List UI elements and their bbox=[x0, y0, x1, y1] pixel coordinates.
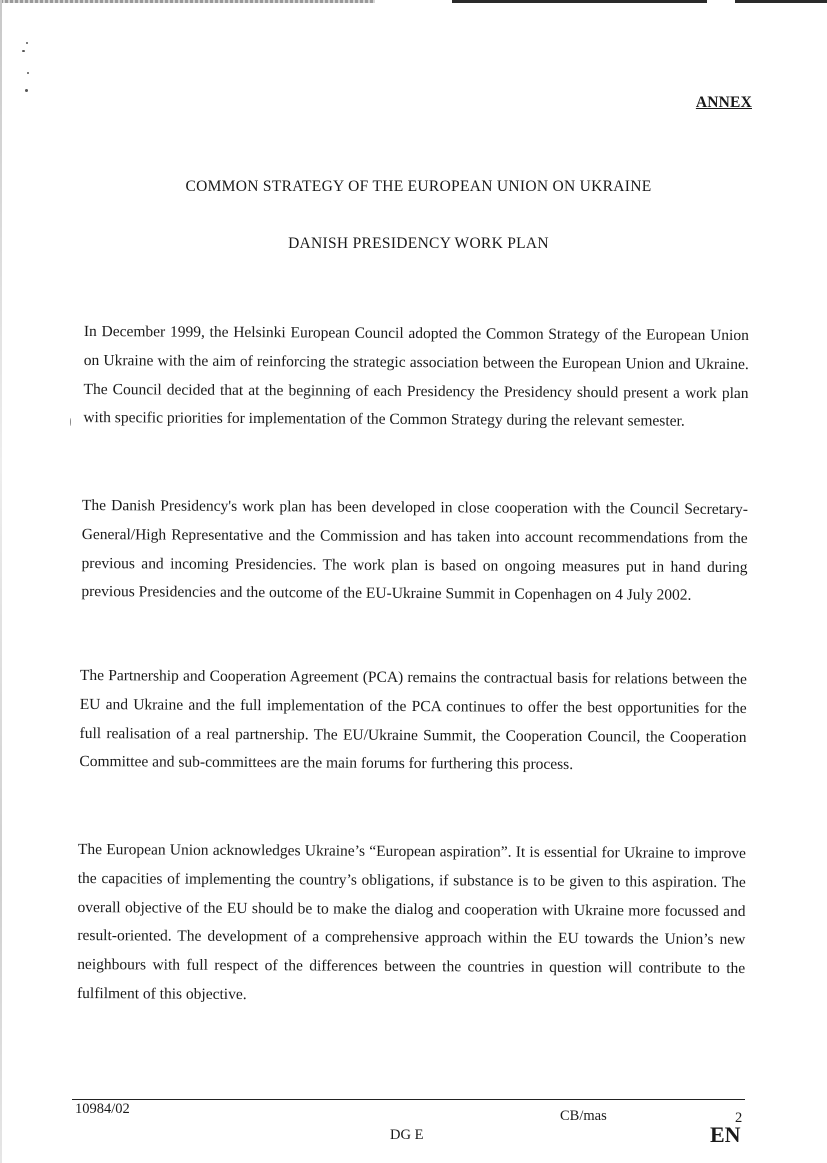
scan-speck bbox=[70, 418, 71, 426]
scan-edge-left bbox=[0, 0, 2, 1163]
scan-edge-top-right bbox=[735, 0, 827, 3]
footer-directorate: DG E bbox=[390, 1127, 424, 1143]
body-paragraph: In December 1999, the Helsinki European Council adopted the Common Strategy of the European Union on Ukraine with the aim of reinforcing the strategic association between the European Union and Ukraine. The Council decided that at the beginning of each Presidency the Presidency should present a work plan with specific priorities for implementation of the Common Strategy during the relevant semester. bbox=[83, 322, 749, 431]
footer-document-ref: 10984/02 bbox=[75, 1101, 130, 1117]
document-subtitle: DANISH PRESIDENCY WORK PLAN bbox=[288, 235, 549, 252]
body-paragraph: The Danish Presidency's work plan has been developed in close cooperation with the Council Secretary-General/High Representative and the Commission and has taken into account recommendations from the previous and incoming Presidencies. The work plan is based on ongoing measures put in hand during previous Presidencies and the outcome of the EU-Ukraine Summit in Copenhagen on 4 July 2002. bbox=[81, 496, 748, 605]
scan-speck bbox=[27, 72, 29, 74]
body-paragraph: The European Union acknowledges Ukraine’s “European aspiration”. It is essential for Ukraine to improve the capacities of implementing the country’s obligations, if substance is to be given to this aspiration. The overall objective of the EU should be to make the dialog and cooperation with Ukraine more focussed and result-oriented. The development of a comprehensive approach within the EU towards the Union’s new neighbours with full respect of the differences between the countries in question will contribute to the fulfilment of this objective. bbox=[76, 840, 746, 1004]
scan-edge-top-left bbox=[0, 0, 375, 3]
footer-initials: CB/mas bbox=[560, 1108, 607, 1124]
footer-divider bbox=[72, 1099, 745, 1100]
body-paragraph: The Partnership and Cooperation Agreement (PCA) remains the contractual basis for relations between the EU and Ukraine and the full implementation of the PCA continues to offer the best opportunities for the full realisation of a real partnership. The EU/Ukraine Summit, the Cooperation Council, the Cooperation Committee and sub-committees are the main forums for furthering this process. bbox=[79, 666, 747, 774]
scan-speck bbox=[25, 89, 28, 92]
document-title: COMMON STRATEGY OF THE EUROPEAN UNION ON UKRAINE bbox=[185, 178, 652, 195]
footer-language-code: EN bbox=[710, 1122, 741, 1147]
scan-edge-top-middle bbox=[452, 0, 707, 3]
footer-page-number: 2 bbox=[735, 1110, 743, 1126]
annex-label: ANNEX bbox=[695, 94, 752, 111]
scan-speck bbox=[22, 50, 25, 52]
scan-speck bbox=[26, 42, 28, 44]
